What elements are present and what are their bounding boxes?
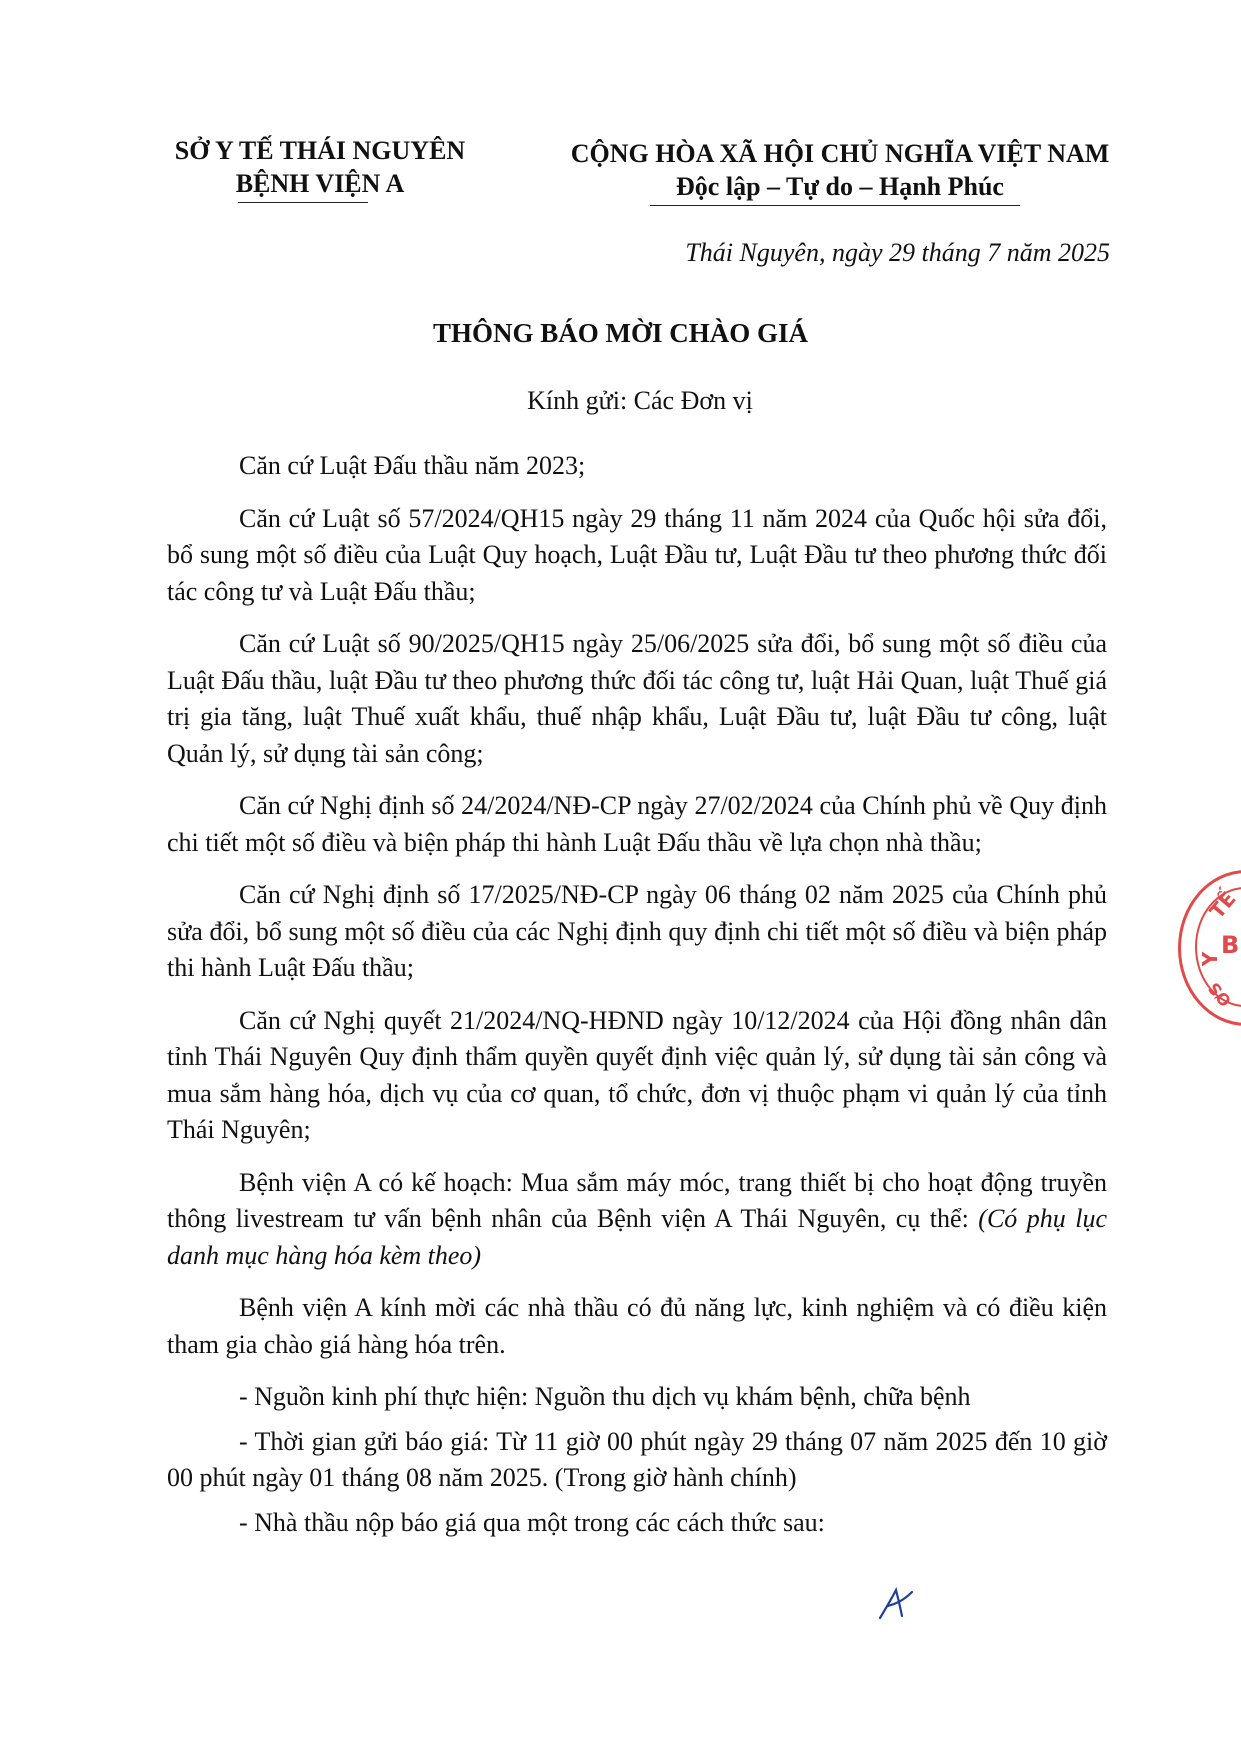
paragraph-funding: - Nguồn kinh phí thực hiện: Nguồn thu dịch vụ khám bệnh, chữa bệnh: [239, 1382, 971, 1411]
agency-name: BỆNH VIỆN A: [235, 169, 405, 198]
document-date: Thái Nguyên, ngày 29 tháng 7 năm 2025: [685, 238, 1110, 267]
paragraph-invitation: Bệnh viện A kính mời các nhà thầu có đủ năng lực, kinh nghiệm và có điều kiện tham gia chào giá hàng hóa trên.: [167, 1293, 1107, 1359]
stamp-letters-bottom: ƠS: [1204, 978, 1236, 1011]
issuing-agency: [140, 134, 500, 200]
stamp-letter-left: Y: [1198, 951, 1223, 967]
paragraph-legal-basis-1: Căn cứ Luật Đấu thầu năm 2023;: [239, 451, 586, 480]
agency-underline: [238, 202, 368, 203]
national-motto: [540, 137, 1140, 203]
paragraph-legal-basis-3: Căn cứ Luật số 90/2025/QH15 ngày 25/06/2025 sửa đổi, bổ sung một số điều của Luật Đấu thầu, luật Đầu tư theo phương thức đối tác công tư, luật Hải Quan, luật Thuế giá trị gia tăng, luật Thuế xuất khẩu, thuế nhập khẩu, Luật Đầu tư, luật Đầu tư công, luật Quản lý, sử dụng tài sản công;: [167, 629, 1107, 768]
motto: Độc lập – Tự do – Hạnh Phúc: [676, 172, 1004, 201]
paragraph-legal-basis-6: Căn cứ Nghị quyết 21/2024/NQ-HĐND ngày 10/12/2024 của Hội đồng nhân dân tỉnh Thái Nguyên Quy định thẩm quyền quyết định việc quản lý, sử dụng tài sản công và mua sắm hàng hóa, dịch vụ của cơ quan, tổ chức, đơn vị thuộc phạm vi quản lý của tỉnh Thái Nguyên;: [167, 1005, 1107, 1144]
plan-text: Bệnh viện A có kế hoạch: Mua sắm máy móc, trang thiết bị cho hoạt động truyền thông livestream tư vấn bệnh nhân của Bệnh viện A Thái Nguyên, cụ thể:: [167, 1167, 1107, 1233]
stamp-letters-top: TẾ: [1204, 886, 1241, 924]
motto-underline: [650, 205, 1020, 206]
stamp-letter-center: B: [1221, 931, 1240, 959]
greeting: Kính gửi: Các Đơn vị: [527, 386, 753, 415]
paragraph-deadline: - Thời gian gửi báo giá: Từ 11 giờ 00 phút ngày 29 tháng 07 năm 2025 đến 10 giờ 00 phút ngày 01 tháng 08 năm 2025. (Trong giờ hành chính): [167, 1426, 1107, 1492]
paragraph-plan: [167, 1165, 1107, 1275]
red-seal-stamp: [1178, 870, 1241, 1026]
document-title: THÔNG BÁO MỜI CHÀO GIÁ: [432, 318, 809, 348]
country-name: CỘNG HÒA XÃ HỘI CHỦ NGHĨA VIỆT NAM: [570, 139, 1110, 168]
plan-appendix-note: (Có phụ lục danh mục hàng hóa kèm theo): [167, 1204, 1107, 1270]
paragraph-legal-basis-5: Căn cứ Nghị định số 17/2025/NĐ-CP ngày 06 tháng 02 năm 2025 của Chính phủ sửa đổi, bổ sung một số điều của các Nghị định quy định chi tiết một số điều và biện pháp thi hành Luật Đấu thầu;: [167, 880, 1107, 982]
agency-parent: SỞ Y TẾ THÁI NGUYÊN: [174, 136, 466, 165]
initial-signature-mark: [876, 1582, 916, 1622]
paragraph-legal-basis-4: Căn cứ Nghị định số 24/2024/NĐ-CP ngày 27/02/2024 của Chính phủ về Quy định chi tiết một số điều và biện pháp thi hành Luật Đấu thầu về lựa chọn nhà thầu;: [167, 791, 1107, 857]
document-body: [167, 448, 1107, 1549]
paragraph-legal-basis-2: Căn cứ Luật số 57/2024/QH15 ngày 29 tháng 11 năm 2024 của Quốc hội sửa đổi, bổ sung một số điều của Luật Quy hoạch, Luật Đầu tư, Luật Đầu tư theo phương thức đối tác công tư và Luật Đấu thầu;: [167, 503, 1107, 606]
paragraph-submission: - Nhà thầu nộp báo giá qua một trong các cách thức sau:: [239, 1507, 825, 1537]
